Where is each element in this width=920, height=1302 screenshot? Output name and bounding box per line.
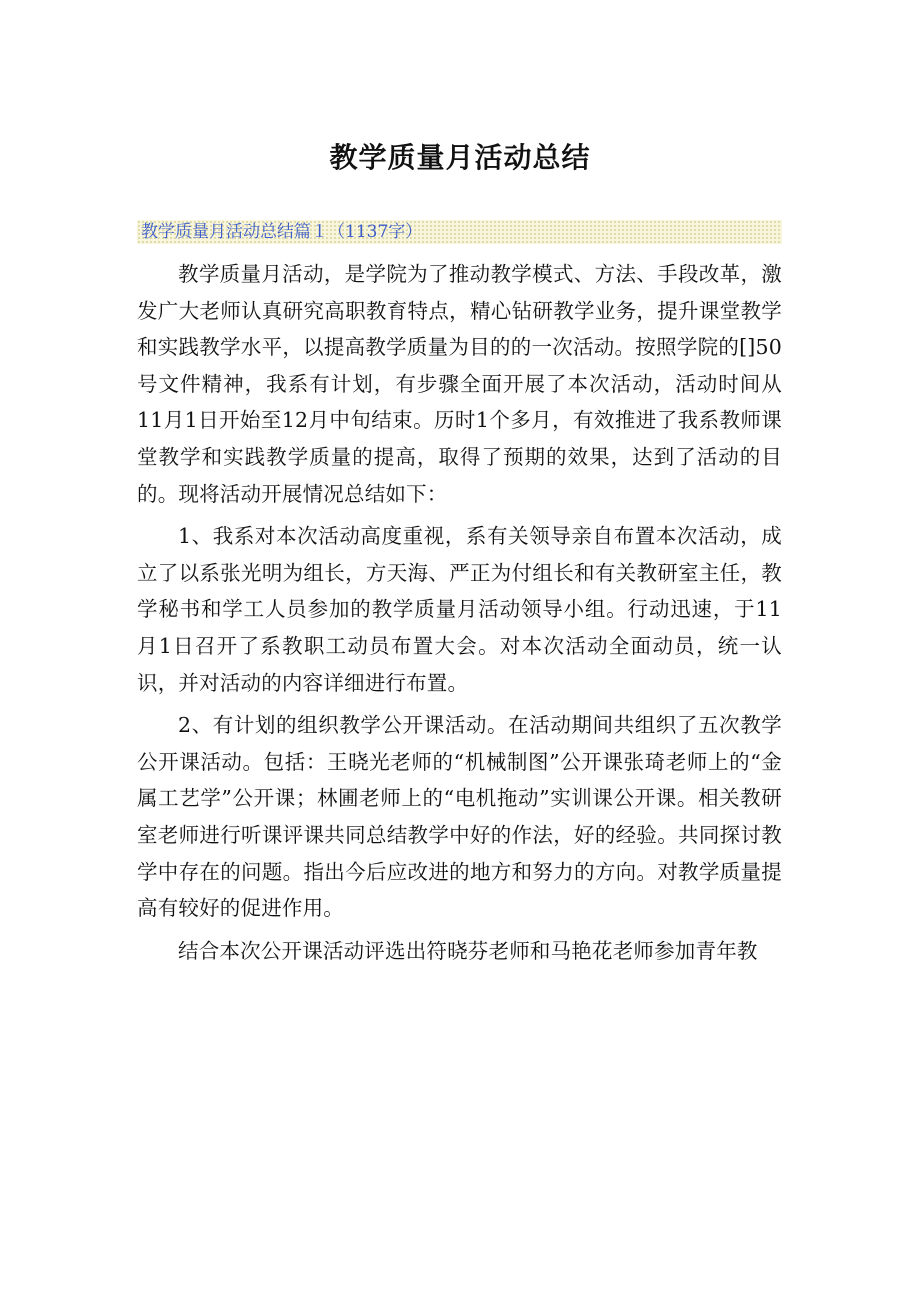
- document-title: 教学质量月活动总结: [329, 141, 591, 174]
- paragraph-item-2: 2、有计划的组织教学公开课活动。在活动期间共组织了五次教学公开课活动。包括：王晓光老师的“机械制图”公开课张琦老师上的“金属工艺学”公开课；林圃老师上的“电机拖动”实训课公开课。相关教研室老师进行听课评课共同总结教学中好的作法，好的经验。共同探讨教学中存在的问题。指出今后应改进的地方和努力的方向。对教学质量提高有较好的促进作用。: [137, 713, 782, 921]
- document-body: [137, 256, 782, 969]
- paragraph-item-1: 1、我系对本次活动高度重视，系有关领导亲自布置本次活动，成立了以系张光明为组长，方天海、严正为付组长和有关教研室主任，教学秘书和学工人员参加的教学质量月活动领导小组。行动迅速，于11月1日召开了系教职工动员布置大会。对本次活动全面动员，统一认识，并对活动的内容详细进行布置。: [137, 524, 782, 695]
- paragraph-continued: 结合本次公开课活动评选出符晓芬老师和马艳花老师参加青年教: [178, 938, 758, 963]
- section-heading-link[interactable]: 教学质量月活动总结篇１（1137字）: [137, 220, 782, 244]
- paragraph-intro: 教学质量月活动，是学院为了推动教学模式、方法、手段改革，激发广大老师认真研究高职教育特点，精心钻研教学业务，提升课堂教学和实践教学水平，以提高教学质量为目的的一次活动。按照学院的[]50号文件精神，我系有计划，有步骤全面开展了本次活动，活动时间从11月1日开始至12月中旬结束。历时1个多月，有效推进了我系教师课堂教学和实践教学质量的提高，取得了预期的效果，达到了活动的目的。现将活动开展情况总结如下：: [137, 262, 782, 506]
